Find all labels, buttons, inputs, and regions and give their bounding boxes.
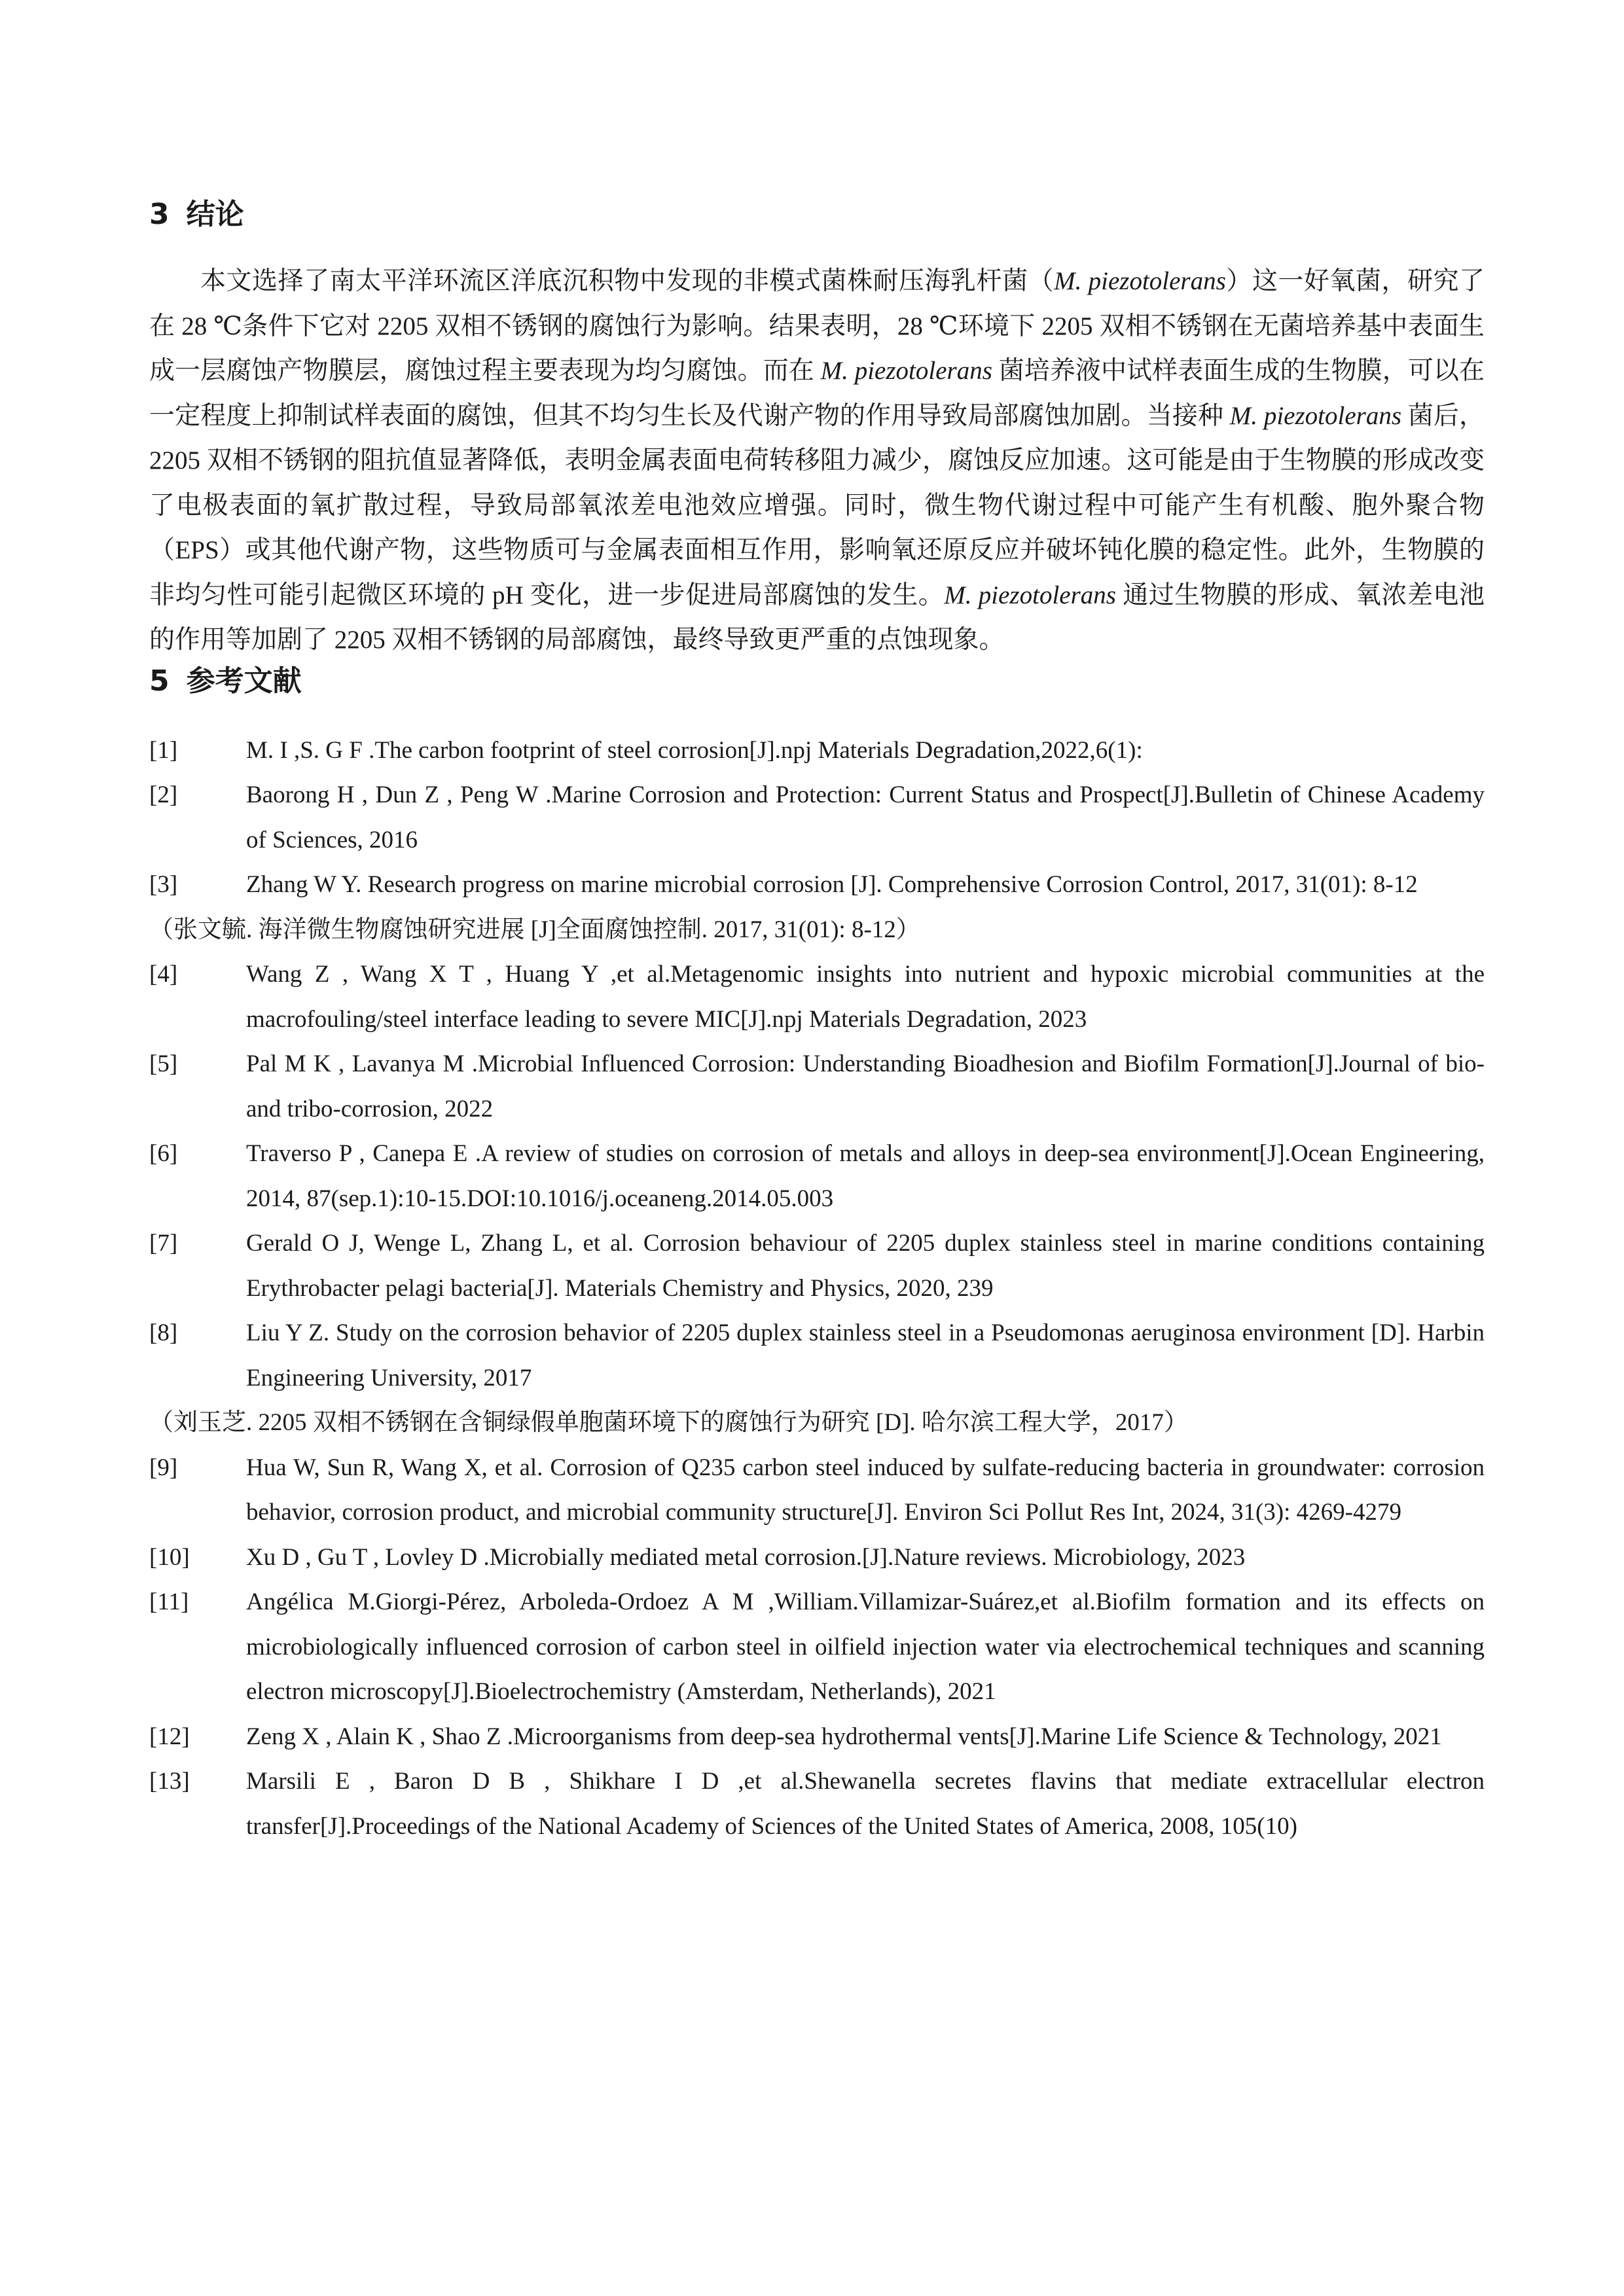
reference-text: Xu D , Gu T , Lovley D .Microbially mediated metal corrosion.[J].Nature reviews. Microbiology, 2023 xyxy=(246,1543,1246,1571)
paragraph-text: ）这一好氧菌，研究了在 28 ℃条件下它对 2205 双相不锈钢的腐蚀行为影响。结果表明，28 ℃环境下 2205 双相不锈钢在无菌培养基中表面生成一层腐蚀产物膜层，腐蚀过程主要表现为均匀腐蚀。而在 xyxy=(149,267,1485,385)
reference-index: [7] xyxy=(149,1230,178,1257)
conclusion-section-title: 结论 xyxy=(186,198,244,231)
species-name: M. piezotolerans xyxy=(1229,401,1401,430)
references-heading xyxy=(149,663,1485,700)
conclusion-heading xyxy=(149,196,1485,233)
reference-entry xyxy=(149,1221,1485,1311)
paragraph-text: 菌培养液中试样表面生成的生物膜，可以在一定程度上抑制试样表面的腐蚀，但其不均匀生长及代谢产物的作用导致局部腐蚀加剧。当接种 xyxy=(149,357,1485,430)
reference-entry xyxy=(149,1580,1485,1715)
reference-index: [3] xyxy=(149,871,178,898)
reference-list xyxy=(149,728,1485,1850)
paper-page xyxy=(149,196,1485,1849)
reference-index: [12] xyxy=(149,1723,190,1750)
reference-text: Pal M K , Lavanya M .Microbial Influenced Corrosion: Understanding Bioadhesion and Biofilm Formation[J].Journal of bio- and tribo-corrosion, 2022 xyxy=(246,1050,1485,1122)
reference-text: M. I ,S. G F .The carbon footprint of steel corrosion[J].npj Materials Degradation,2022,6(1): xyxy=(246,736,1143,764)
reference-text: Liu Y Z. Study on the corrosion behavior of 2205 duplex stainless steel in a Pseudomonas aeruginosa environment [D]. Harbin Engineering University, 2017 xyxy=(246,1319,1485,1391)
reference-translation-note: （刘玉芝. 2205 双相不锈钢在含铜绿假单胞菌环境下的腐蚀行为研究 [D]. 哈尔滨工程大学，2017） xyxy=(149,1409,1188,1436)
reference-index: [2] xyxy=(149,781,178,808)
reference-index: [8] xyxy=(149,1319,178,1346)
reference-text: Gerald O J, Wenge L, Zhang L, et al. Corrosion behaviour of 2205 duplex stainless steel in marine conditions containing Erythrobacter pelagi bacteria[J]. Materials Chemistry and Physics, 2020, 239 xyxy=(246,1230,1485,1302)
reference-entry xyxy=(149,1446,1485,1535)
paragraph-text: 菌后，2205 双相不锈钢的阻抗值显著降低，表明金属表面电荷转移阻力减少，腐蚀反应加速。这可能是由于生物膜的形成改变了电极表面的氧扩散过程，导致局部氧浓差电池效应增强。同时，微生物代谢过程中可能产生有机酸、胞外聚合物（EPS）或其他代谢产物，这些物质可与金属表面相互作用，影响氧还原反应并破坏钝化膜的稳定性。此外，生物膜的非均匀性可能引起微区环境的 pH 变化，进一步促进局部腐蚀的发生。 xyxy=(149,401,1485,609)
paragraph-text: 通过生物膜的形成、氧浓差电池的作用等加剧了 2205 双相不锈钢的局部腐蚀，最终导致更严重的点蚀现象。 xyxy=(149,581,1485,654)
reference-text: Marsili E , Baron D B , Shikhare I D ,et al.Shewanella secretes flavins that mediate extracellular electron transfer[J].Proceedings of the National Academy of Sciences of the United States of America, 2008, 105(10) xyxy=(246,1768,1485,1840)
reference-entry xyxy=(149,1759,1485,1849)
reference-index: [5] xyxy=(149,1050,178,1077)
reference-index: [11] xyxy=(149,1588,189,1615)
species-name: M. piezotolerans xyxy=(820,357,992,385)
reference-index: [4] xyxy=(149,961,178,988)
reference-text: Wang Z , Wang X T , Huang Y ,et al.Metagenomic insights into nutrient and hypoxic microbial communities at the macrofouling/steel interface leading to severe MIC[J].npj Materials Degradation, 2023 xyxy=(246,961,1485,1033)
paragraph-text: 本文选择了南太平洋环流区洋底沉积物中发现的非模式菌株耐压海乳杆菌（ xyxy=(200,267,1055,295)
reference-index: [9] xyxy=(149,1454,178,1481)
species-name: M. piezotolerans xyxy=(944,581,1116,609)
reference-entry xyxy=(149,1042,1485,1132)
reference-entry xyxy=(149,1535,1485,1581)
reference-text: Hua W, Sun R, Wang X, et al. Corrosion of Q235 carbon steel induced by sulfate-reducing bacteria in groundwater: corrosion behavior, corrosion product, and microbial community structure[J]. Environ Sci Pollut Res Int, 2024, 31(3): 4269-4279 xyxy=(246,1454,1485,1526)
reference-text: Zeng X , Alain K , Shao Z .Microorganisms from deep-sea hydrothermal vents[J].Marine Life Science & Technology, 2021 xyxy=(246,1723,1442,1750)
reference-index: [13] xyxy=(149,1768,190,1795)
reference-entry xyxy=(149,1715,1485,1760)
references-section-title: 参考文献 xyxy=(186,664,302,698)
conclusion-paragraph xyxy=(149,259,1485,663)
reference-index: [1] xyxy=(149,736,178,764)
reference-text: Angélica M.Giorgi-Pérez, Arboleda-Ordoez A M ,William.Villamizar-Suárez,et al.Biofilm formation and its effects on microbiologically influenced corrosion of carbon steel in oilfield injection water via electrochemical techniques and scanning electron microscopy[J].Bioelectrochemistry (Amsterdam, Netherlands), 2021 xyxy=(246,1588,1485,1705)
reference-index: [6] xyxy=(149,1140,178,1167)
reference-entry xyxy=(149,863,1485,908)
reference-entry xyxy=(149,728,1485,774)
reference-entry xyxy=(149,1132,1485,1221)
references-section-number: 5 xyxy=(149,664,170,698)
species-name: M. piezotolerans xyxy=(1054,267,1226,295)
reference-translation-note: （张文毓. 海洋微生物腐蚀研究进展 [J]全面腐蚀控制. 2017, 31(01): 8-12） xyxy=(149,916,920,943)
conclusion-section-number: 3 xyxy=(149,198,170,231)
reference-text: Baorong H , Dun Z , Peng W .Marine Corrosion and Protection: Current Status and Prospect[J].Bulletin of Chinese Academy of Sciences, 2016 xyxy=(246,781,1485,853)
reference-entry xyxy=(149,952,1485,1042)
reference-entry xyxy=(149,773,1485,863)
reference-entry xyxy=(149,1311,1485,1401)
reference-index: [10] xyxy=(149,1543,190,1571)
reference-text: Traverso P , Canepa E .A review of studies on corrosion of metals and alloys in deep-sea environment[J].Ocean Engineering, 2014, 87(sep.1):10-15.DOI:10.1016/j.oceaneng.2014.05.003 xyxy=(246,1140,1485,1212)
reference-text: Zhang W Y. Research progress on marine microbial corrosion [J]. Comprehensive Corrosion Control, 2017, 31(01): 8-12 xyxy=(246,871,1418,898)
